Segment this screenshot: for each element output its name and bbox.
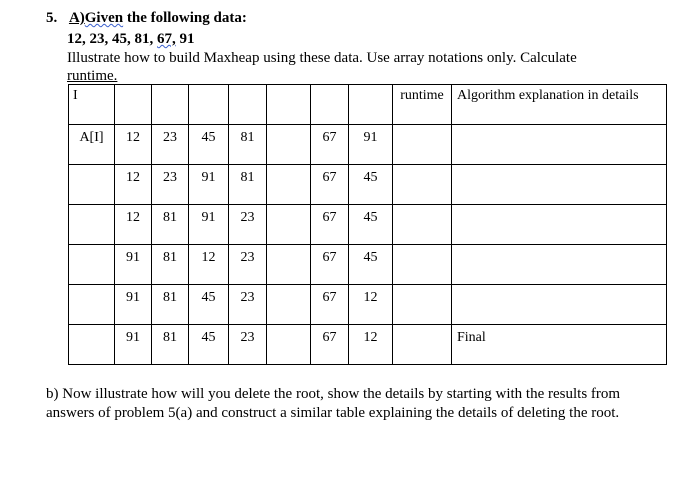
- spacer-cell: [267, 165, 311, 205]
- header-index: I: [69, 85, 115, 125]
- part-a-rest: the following data:: [123, 10, 247, 26]
- explanation-cell: Final: [452, 325, 667, 365]
- runtime-cell: [393, 285, 452, 325]
- header-blank-cell: [349, 85, 393, 125]
- array-cell: 45: [189, 325, 229, 365]
- array-cell: 67: [311, 285, 349, 325]
- header-explanation: Algorithm explanation in details: [452, 85, 667, 125]
- array-cell: 67: [311, 165, 349, 205]
- header-blank-cell: [189, 85, 229, 125]
- array-cell: 45: [349, 205, 393, 245]
- array-cell: 23: [229, 325, 267, 365]
- maxheap-table: [68, 84, 667, 365]
- array-cell: 23: [152, 125, 189, 165]
- array-cell: 45: [349, 245, 393, 285]
- row-label: [69, 165, 115, 205]
- runtime-cell: [393, 165, 452, 205]
- array-cell: 81: [152, 285, 189, 325]
- array-cell: 12: [115, 205, 152, 245]
- array-cell: 91: [189, 205, 229, 245]
- header-blank-cell: [229, 85, 267, 125]
- array-cell: 67: [311, 245, 349, 285]
- spacer-cell: [267, 205, 311, 245]
- array-cell: 23: [229, 285, 267, 325]
- table-row: [69, 165, 667, 205]
- runtime-cell: [393, 205, 452, 245]
- header-blank-cell: [115, 85, 152, 125]
- array-cell: 23: [152, 165, 189, 205]
- table-body: [69, 125, 667, 365]
- data-squiggle: 67,: [157, 31, 176, 47]
- array-cell: 81: [229, 125, 267, 165]
- array-cell: 12: [115, 165, 152, 205]
- explanation-cell: [452, 245, 667, 285]
- row-label: [69, 325, 115, 365]
- table-row: [69, 125, 667, 165]
- table-row: [69, 285, 667, 325]
- runtime-cell: [393, 125, 452, 165]
- row-label: A[I]: [69, 125, 115, 165]
- array-cell: 67: [311, 205, 349, 245]
- runtime-cell: [393, 325, 452, 365]
- array-cell: 23: [229, 245, 267, 285]
- array-cell: 67: [311, 325, 349, 365]
- explanation-cell: [452, 165, 667, 205]
- row-label: [69, 285, 115, 325]
- array-cell: 12: [115, 125, 152, 165]
- table-row: [69, 325, 667, 365]
- explanation-cell: [452, 285, 667, 325]
- array-cell: 91: [115, 245, 152, 285]
- table-row: [69, 245, 667, 285]
- array-cell: 91: [115, 285, 152, 325]
- explanation-cell: [452, 205, 667, 245]
- array-cell: 12: [349, 325, 393, 365]
- question-number: 5.: [46, 10, 58, 26]
- array-cell: 81: [152, 205, 189, 245]
- header-runtime: runtime: [393, 85, 452, 125]
- array-cell: 91: [189, 165, 229, 205]
- header-blank-cell: [267, 85, 311, 125]
- table-row: [69, 205, 667, 245]
- instruction-underlined: runtime.: [67, 68, 118, 84]
- array-cell: 45: [349, 165, 393, 205]
- array-cell: 91: [349, 125, 393, 165]
- explanation-cell: [452, 125, 667, 165]
- table-header-row: [69, 85, 667, 125]
- header-blank-cell: [311, 85, 349, 125]
- runtime-cell: [393, 245, 452, 285]
- part-a-word: Given: [84, 10, 124, 26]
- spacer-cell: [267, 325, 311, 365]
- data-suffix: 91: [175, 31, 195, 47]
- row-label: [69, 245, 115, 285]
- array-cell: 81: [229, 165, 267, 205]
- instruction-main: Illustrate how to build Maxheap using these data. Use array notations only. Calculate: [67, 50, 577, 66]
- part-a-label: A): [68, 10, 85, 26]
- array-cell: 45: [189, 125, 229, 165]
- array-cell: 81: [152, 325, 189, 365]
- spacer-cell: [267, 245, 311, 285]
- array-cell: 12: [349, 285, 393, 325]
- spacer-cell: [267, 125, 311, 165]
- header-blank-cell: [152, 85, 189, 125]
- array-cell: 45: [189, 285, 229, 325]
- array-cell: 23: [229, 205, 267, 245]
- array-cell: 81: [152, 245, 189, 285]
- instruction-text: [67, 49, 627, 85]
- part-b-text: b) Now illustrate how will you delete the root, show the details by starting with the results from answers of problem 5(a) and construct a similar table explaining the details of deleting the root.: [46, 386, 621, 421]
- data-prefix: 12, 23, 45, 81,: [67, 31, 157, 47]
- question-heading: [46, 10, 247, 27]
- row-label: [69, 205, 115, 245]
- array-cell: 12: [189, 245, 229, 285]
- spacer-cell: [267, 285, 311, 325]
- array-cell: 67: [311, 125, 349, 165]
- array-cell: 91: [115, 325, 152, 365]
- data-values-line: [67, 31, 195, 48]
